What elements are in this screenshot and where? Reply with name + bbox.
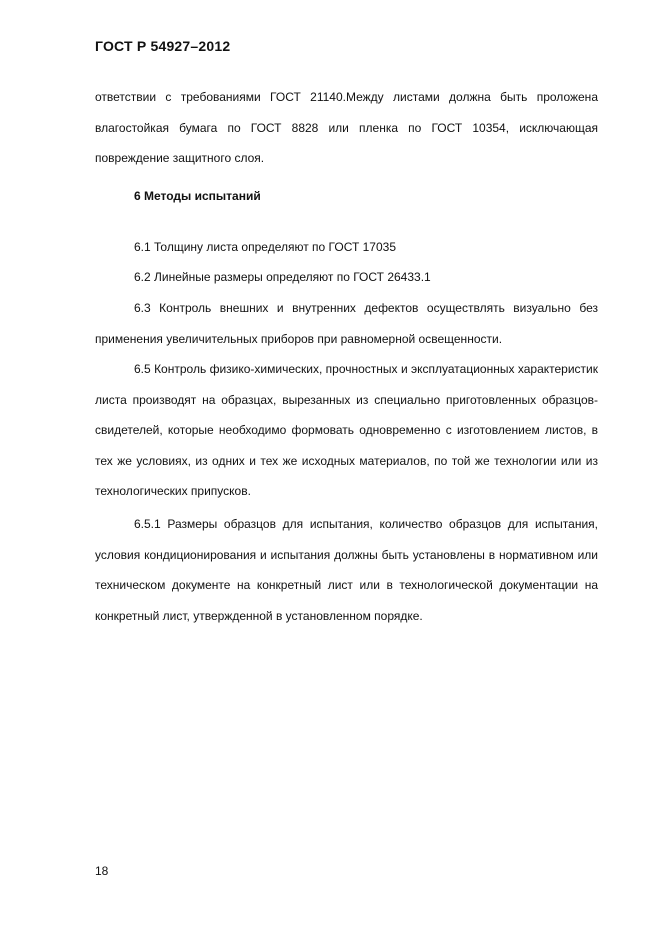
section-heading-test-methods: 6 Методы испытаний <box>134 189 261 203</box>
document-header-title: ГОСТ Р 54927–2012 <box>95 38 231 54</box>
paragraph-6-3: 6.3 Контроль внешних и внутренних дефектов осуществлять визуально без применения увеличительных приборов при равномерной освещенности. <box>95 301 598 346</box>
paragraph-6-2: 6.2 Линейные размеры определяют по ГОСТ 26433.1 <box>134 270 431 284</box>
page-number: 18 <box>95 864 109 878</box>
paragraph-intro: ответствии с требованиями ГОСТ 21140.Между листами должна быть проложена влагостойкая бумага по ГОСТ 8828 или пленка по ГОСТ 10354, исключающая повреждение защитного слоя. <box>95 90 598 166</box>
paragraph-6-1: 6.1 Толщину листа определяют по ГОСТ 17035 <box>134 240 396 254</box>
paragraph-6-5: 6.5 Контроль физико-химических, прочностных и эксплуатационных характеристик листа производят на образцах, вырезанных из специально приготовленных образцов-свидетелей, которые необходимо формовать одновременно с изготовлением листов, в тех же условиях, из одних и тех же исходных материалов, по той же технологии или из технологических припусков. <box>95 362 598 499</box>
paragraph-6-5-1: 6.5.1 Размеры образцов для испытания, количество образцов для испытания, условия кондиционирования и испытания должны быть установлены в нормативном или техническом документе на конкретный лист или в технологической документации на конкретный лист, утвержденной в установленном порядке. <box>95 517 598 623</box>
